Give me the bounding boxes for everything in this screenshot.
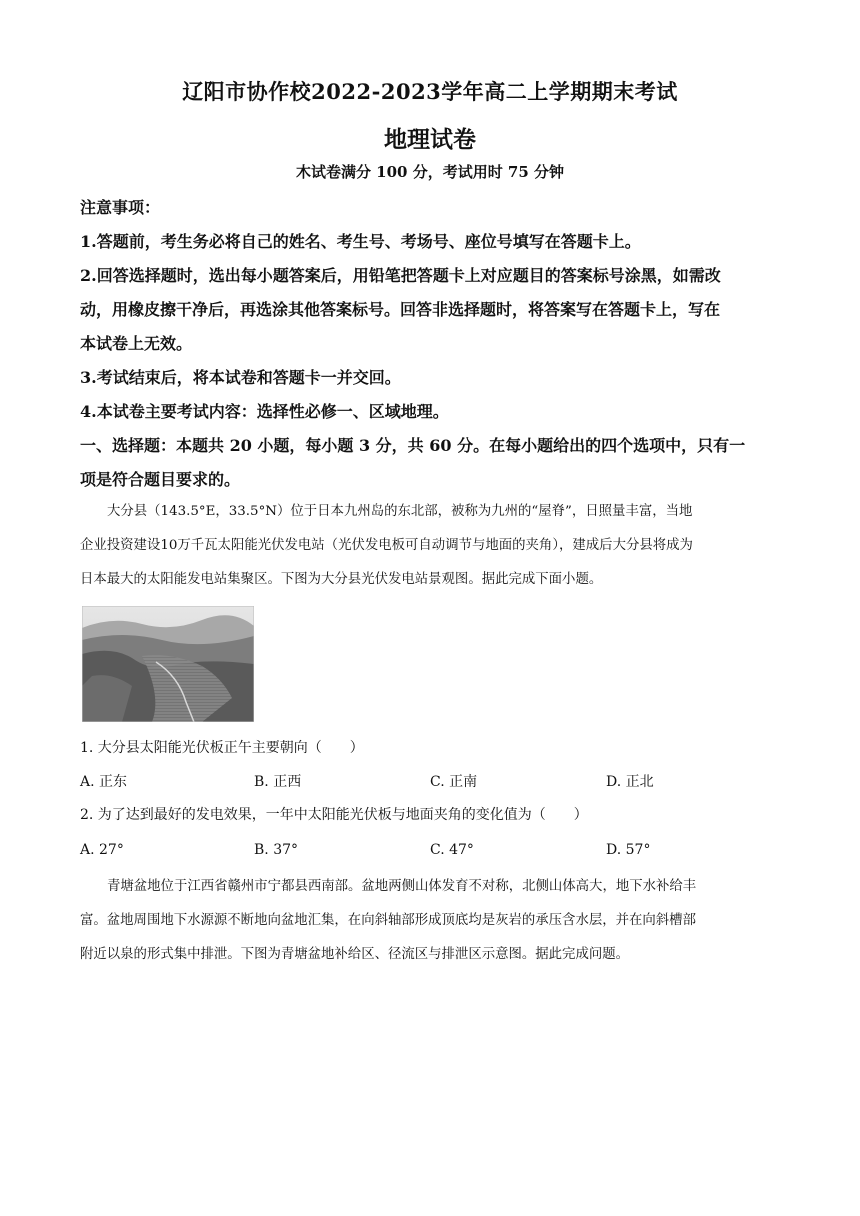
q1-option-b[interactable]: B. 正西 [254, 774, 302, 790]
q1-option-d[interactable]: D. 正北 [606, 774, 654, 790]
exam-info: 木试卷满分 100 分，考试用时 75 分钟 [295, 163, 565, 181]
passage-line: 附近以泉的形式集中排泄。下图为青塘盆地补给区、径流区与排泄区示意图。据此完成问题。 [80, 947, 630, 962]
passage-line: 富。盆地周围地下水源源不断地向盆地汇集，在向斜轴部形成顶底均是灰岩的承压含水层，并在向斜槽部 [80, 913, 696, 928]
q1-option-a[interactable]: A. 正东 [80, 774, 128, 790]
q2-option-a[interactable]: A. 27° [80, 842, 124, 858]
section-heading: 一、选择题：本题共 20 小题，每小题 3 分，共 60 分。在每小题给出的四个选项中，只有一 [80, 436, 746, 455]
passage-line: 青塘盆地位于江西省赣州市宁都县西南部。盆地两侧山体发育不对称，北侧山体高大，地下水补给丰 [107, 879, 697, 894]
solar-plant-photo [82, 606, 254, 722]
passage-line: 企业投资建设10万千瓦太阳能光伏发电站（光伏发电板可自动调节与地面的夹角），建成后大分县将成为 [80, 538, 693, 553]
passage-line: 日本最大的太阳能发电站集聚区。下图为大分县光伏发电站景观图。据此完成下面小题。 [80, 572, 603, 587]
passage-line: 大分县（143.5°E，33.5°N）位于日本九州岛的东北部，被称为九州的“屋脊”，日照量丰富，当地 [107, 504, 693, 519]
note-item: 2.回答选择题时，选出每小题答案后，用铅笔把答题卡上对应题目的答案标号涂黑，如需改 [80, 266, 721, 285]
question-1-stem: 1. 大分县太阳能光伏板正午主要朝向（ ） [80, 740, 364, 756]
note-item: 3.考试结束后，将本试卷和答题卡一并交回。 [80, 368, 401, 387]
note-item: 1.答题前，考生务必将自己的姓名、考生号、考场号、座位号填写在答题卡上。 [80, 232, 641, 251]
section-heading: 项是符合题目要求的。 [80, 470, 241, 489]
note-item: 本试卷上无效。 [80, 334, 193, 353]
note-item: 动，用橡皮擦干净后，再选涂其他答案标号。回答非选择题时，将答案写在答题卡上，写在 [80, 300, 721, 319]
subject-title: 地理试卷 [384, 126, 476, 153]
q1-option-c[interactable]: C. 正南 [430, 774, 478, 790]
notes-heading: 注意事项： [80, 198, 161, 217]
exam-title: 辽阳市协作校2022-2023学年高二上学期期末考试 [182, 79, 678, 104]
q2-option-d[interactable]: D. 57° [606, 842, 651, 858]
note-item: 4.本试卷主要考试内容：选择性必修一、区域地理。 [80, 402, 449, 421]
question-2-stem: 2. 为了达到最好的发电效果，一年中太阳能光伏板与地面夹角的变化值为（ ） [80, 807, 588, 823]
q2-option-b[interactable]: B. 37° [254, 842, 299, 858]
q2-option-c[interactable]: C. 47° [430, 842, 474, 858]
